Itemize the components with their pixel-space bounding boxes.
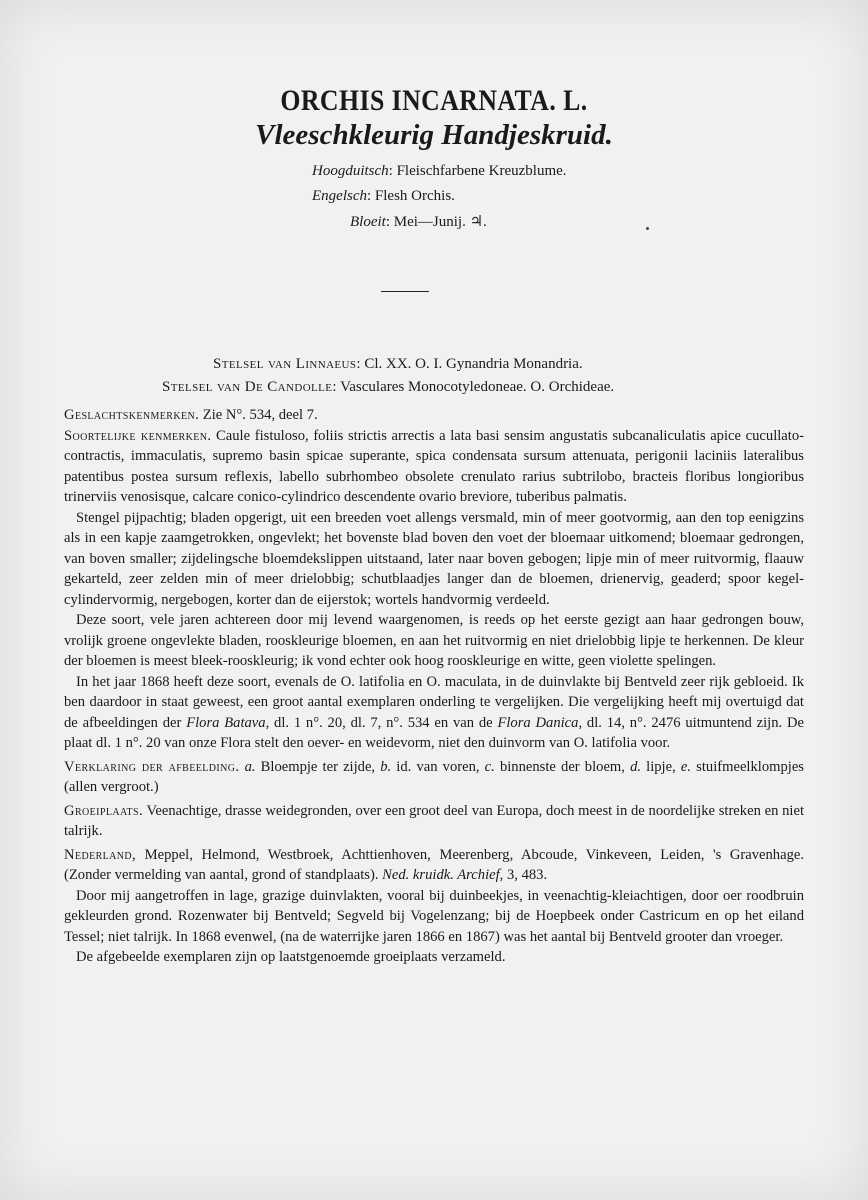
- archief-ref-tail: , 3, 483.: [499, 867, 548, 883]
- figure-legend-label: Verklaring der afbeelding.: [64, 758, 240, 775]
- fig-a-text: Bloempje ter zijde,: [255, 758, 381, 775]
- fig-d-text: lipje,: [641, 758, 681, 775]
- specimens-paragraph: De afgebeelde exemplaren zijn op laatstgenoemde groeiplaats verzameld.: [76, 949, 506, 965]
- figure-legend-paragraph: [64, 757, 804, 798]
- english-name-line: Engelsch: Flesh Orchis.: [312, 188, 455, 204]
- english-name: Flesh Orchis.: [374, 188, 455, 204]
- german-name: Fleischfarbene Kreuzblume.: [396, 163, 567, 179]
- flowering-value: Mei—Junij. ♃.: [393, 214, 487, 230]
- observation-paragraph: Deze soort, vele jaren achtereen door mij levend waargenomen, is reeds op het eerste gezigt aan haar gedrongen bouw, vrolijk groene ongevlekte bladen, rooskleurige bloemen, en aan het ruitvormig en niet drielobbig lipje te herkennen. De kleur der bloemen is meest bleek-rooskleurig; ik vond echter ook hoog rooskleurige en witte, geen violette spelingen.: [64, 612, 804, 669]
- genus-paragraph: [64, 405, 804, 426]
- section-divider: [381, 291, 429, 292]
- comparison-text-3: , dl. 14, n°. 2476 uitmuntend zijn. De plaat dl. 1 n°. 20 van onze Flora stelt den oever- en weidevorm, niet den duinvorm van O. latifolia voor.: [64, 714, 804, 751]
- comparison-text-1: In het jaar 1868 heeft deze soort, evenals de O. latifolia en O. maculata, in de duinvlakte bij Bentveld zeer rijk gebloeid. Ik ben daardoor in staat geweest, een groot aantal exemplaren onderling te vergelijken. Die vergelijking heeft mij overtuigd dat de afbeeldingen der: [64, 673, 804, 731]
- fig-c-text: binnenste der bloem,: [494, 758, 631, 775]
- ink-speck: [646, 227, 649, 230]
- fig-a-letter: a.: [244, 758, 256, 775]
- candolle-label: Stelsel van De Candolle: [162, 379, 333, 395]
- linnaeus-value: Cl. XX. O. I. Gynandria Monandria.: [364, 356, 583, 372]
- species-title: ORCHIS INCARNATA. L.: [280, 84, 588, 117]
- habitat-paragraph: [64, 801, 804, 842]
- archief-ref: Ned. kruidk. Archief: [382, 867, 500, 883]
- body-text: [64, 405, 804, 968]
- species-label: Soortelijke kenmerken.: [64, 427, 212, 444]
- dutch-name-subtitle: Vleeschkleurig Handjeskruid.: [255, 119, 613, 151]
- candolle-system-line: Stelsel van De Candolle: Vasculares Monocotyledoneae. O. Orchideae.: [162, 379, 615, 395]
- habitat-label: Groeiplaats.: [64, 802, 143, 819]
- english-label: Engelsch: [312, 188, 367, 204]
- flora-batava-ref: Flora Batava: [186, 714, 266, 731]
- fig-d-letter: d.: [630, 758, 642, 775]
- localities-paragraph: Door mij aangetroffen in lage, grazige duinvlakten, vooral bij duinbeekjes, in veenachtig-kleiachtigen, door oer roodbruin gekleurden grond. Rozenwater bij Bentveld; Segveld bij Vogelenzang; bij de Hoepbeek onder Castricum en op het eiland Tessel; niet talrijk. In 1868 evenwel, (na de waterrijke jaren 1866 en 1867) was het aantal bij Bentveld grooter dan vroeger.: [64, 887, 804, 945]
- netherlands-label: Nederland,: [64, 846, 137, 863]
- species-text: Caule fistuloso, foliis strictis arrectis a lata basi sensim angustatis subcanaliculatis apice cucullato-contractis, immaculatis, supremo basin spicae superante, spica condensata sursum attenuata, perigonii laciniis lateralibus patentibus postea sursum reflexis, labello subrhombeo obsolete crenulato rarius subtrilobo, bracteis floribus longioribus trinerviis venosisque, calcare conico-cylindrico descendente ovario breviore, tuberibus palmatis.: [64, 427, 804, 505]
- fig-e-letter: e.: [680, 758, 692, 775]
- linnaeus-label: Stelsel van Linnaeus: [213, 356, 357, 372]
- habitat-text: Veenachtige, drasse weidegronden, over een groot deel van Europa, doch meest in de noordelijke streken en niet talrijk.: [64, 802, 804, 839]
- german-name-line: Hoogduitsch: Fleischfarbene Kreuzblume.: [312, 163, 567, 179]
- flowering-line: Bloeit: Mei—Junij. ♃.: [350, 214, 487, 230]
- flowering-label: Bloeit: [350, 214, 386, 230]
- linnaeus-system-line: Stelsel van Linnaeus: Cl. XX. O. I. Gynandria Monandria.: [213, 356, 583, 372]
- species-paragraph: [64, 426, 804, 508]
- genus-text: Zie N°. 534, deel 7.: [202, 407, 318, 423]
- fig-c-letter: c.: [484, 758, 495, 775]
- comparison-paragraph: [64, 672, 804, 754]
- description-paragraph: Stengel pijpachtig; bladen opgerigt, uit een breeden voet allengs versmald, min of meer gootvormig, aan den top eenigzins als in een kapje zaamgetrokken, ongevlekt; het bovenste blad boven den voet der bloemaar uitkomend; bloemaar gedrongen, van boven smaller; zijdelingsche bloemdekslippen uitstaand, later naar boven gebogen; lipje min of meer ruitvormig, flaauw gekarteld, zeer zelden min of meer drielobbig; schutblaadjes langer dan de bloemen, drienervig, geaderd; spoor kegel-cylindervormig, nergebogen, korter dan de eijerstok; wortels handvormig verdeeld.: [64, 509, 804, 608]
- genus-label: Geslachtskenmerken.: [64, 407, 200, 423]
- candolle-value: Vasculares Monocotyledoneae. O. Orchideae.: [340, 379, 615, 395]
- comparison-text-2: , dl. 1 n°. 20, dl. 7, n°. 534 en van de: [265, 714, 498, 731]
- fig-b-text: id. van voren,: [391, 758, 485, 775]
- fig-b-letter: b.: [380, 758, 392, 775]
- german-label: Hoogduitsch: [312, 163, 389, 179]
- netherlands-text: Meppel, Helmond, Westbroek, Achttienhoven, Meerenberg, Abcoude, Vinkeveen, Leiden, 's Gravenhage. (Zonder vermelding van aantal, grond of standplaats).: [64, 846, 804, 883]
- netherlands-paragraph: [64, 845, 804, 886]
- fig-e-text: stuifmeelklompjes (allen vergroot.): [64, 758, 804, 795]
- flora-danica-ref: Flora Danica: [497, 714, 579, 731]
